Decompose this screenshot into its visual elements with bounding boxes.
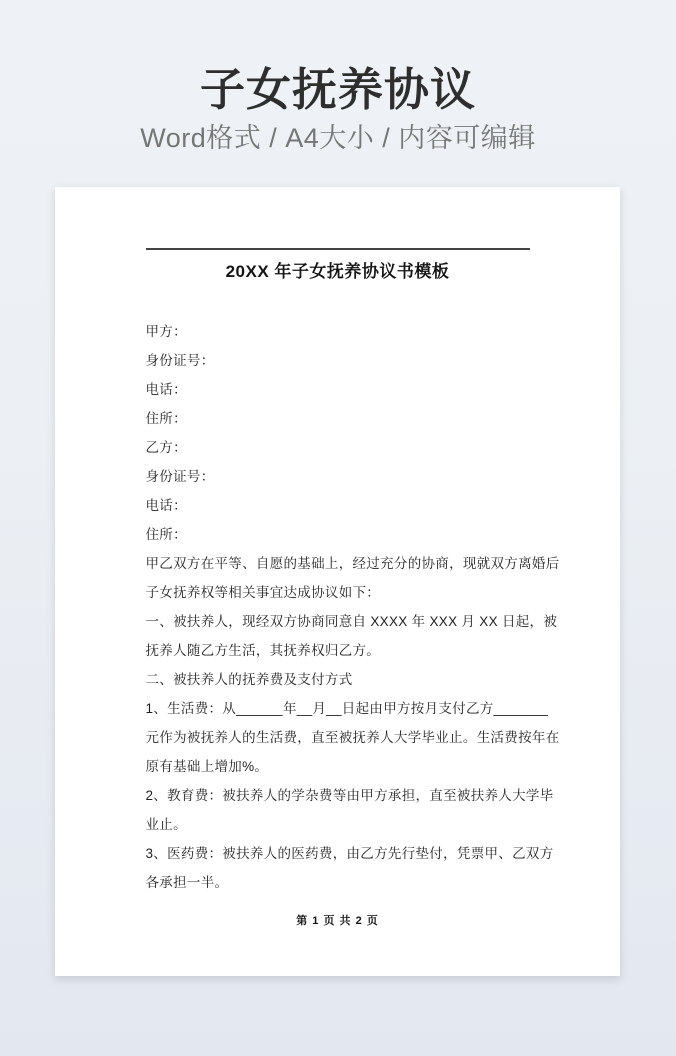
document-line: 原有基础上增加%。	[145, 759, 269, 774]
document-line: 身份证号：	[145, 469, 215, 484]
document-line: 一、被扶养人，现经双方协商同意自 XXXX 年 XXX 月 XX 日起，被	[145, 614, 558, 629]
document-line: 甲方：	[145, 324, 187, 339]
document-line: 1、生活费：从______年__月__日起由甲方按月支付乙方_______	[145, 701, 549, 716]
document-line: 各承担一半。	[145, 875, 229, 890]
document-line: 元作为被抚养人的生活费，直至被抚养人大学毕业止。生活费按年在	[145, 730, 560, 745]
document-line: 2、教育费：被扶养人的学杂费等由甲方承担，直至被扶养人大学毕	[145, 788, 554, 803]
document-line: 电话：	[145, 498, 187, 513]
document-line: 二、被扶养人的抚养费及支付方式	[145, 672, 353, 687]
page-number-footer: 第 1 页 共 2 页	[296, 915, 379, 927]
page-title: 子女抚养协议	[199, 64, 476, 115]
document-line: 3、医药费：被扶养人的医药费，由乙方先行垫付，凭票甲、乙双方	[145, 846, 554, 861]
document-title: 20XX 年子女抚养协议书模板	[225, 262, 450, 281]
document-line: 子女抚养权等相关事宜达成协议如下：	[145, 585, 381, 600]
document-line: 电话：	[145, 382, 187, 397]
document-line: 抚养人随乙方生活，其抚养权归乙方。	[145, 643, 381, 658]
page-subtitle: Word格式 / A4大小 / 内容可编辑	[140, 123, 536, 153]
document-top-rule	[146, 248, 530, 250]
document-line: 甲乙双方在平等、自愿的基础上，经过充分的协商，现就双方离婚后	[145, 556, 560, 571]
document-line: 身份证号：	[145, 353, 215, 368]
document-page	[55, 187, 620, 976]
document-body	[145, 317, 560, 897]
document-line: 住所：	[145, 411, 187, 426]
document-line: 业止。	[145, 817, 187, 832]
document-line: 乙方：	[145, 440, 187, 455]
document-line: 住所：	[145, 527, 187, 542]
